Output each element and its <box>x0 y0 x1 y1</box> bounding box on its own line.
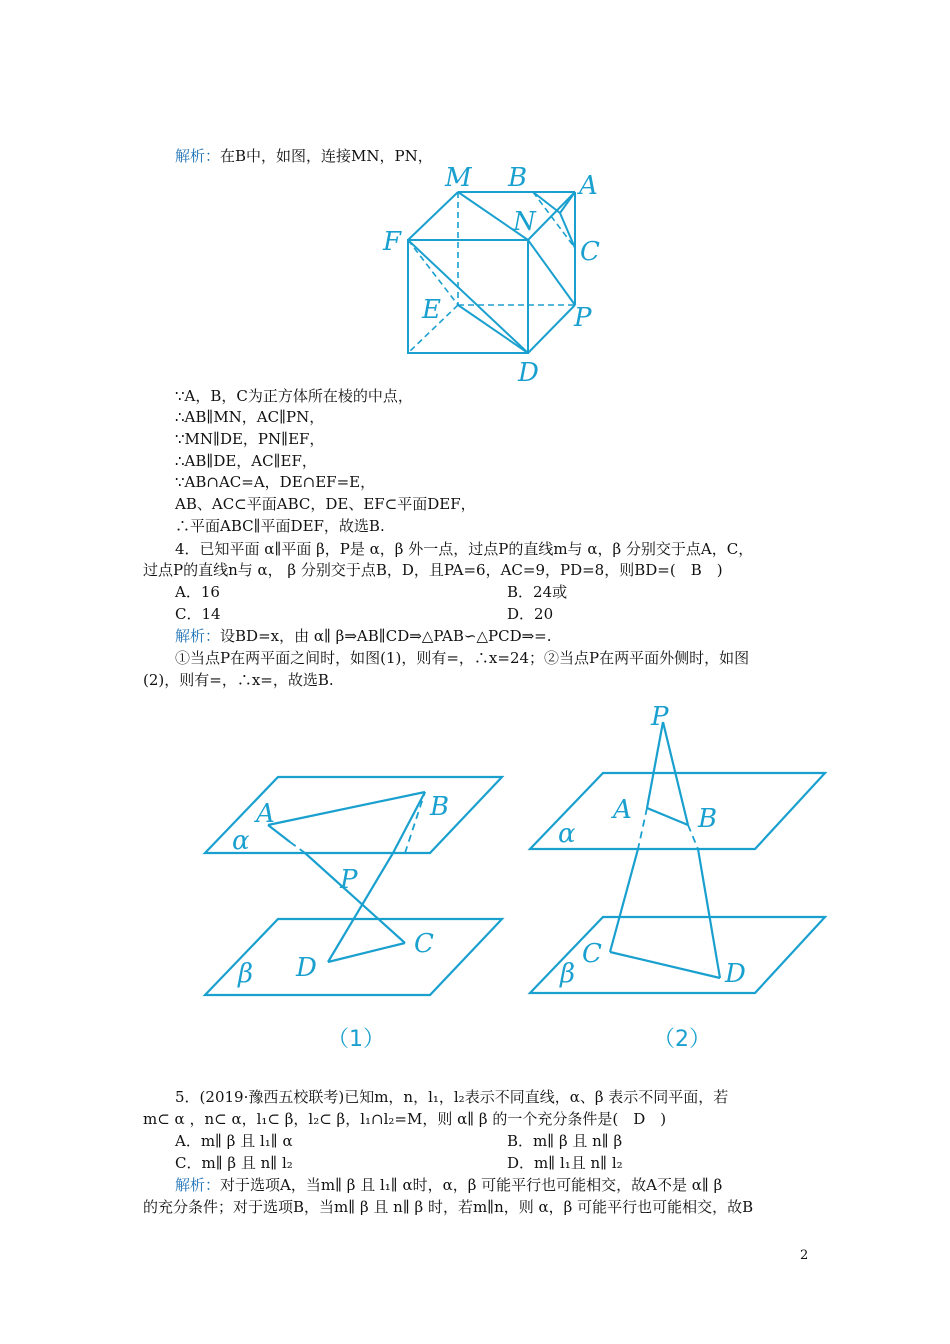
q4-option-c: C．14 <box>175 605 221 623</box>
q5-option-d: D．m∥ l₁且 n∥ l₂ <box>507 1154 623 1172</box>
fig1-label-a: A <box>256 799 275 829</box>
fig1-label-p: P <box>340 865 358 895</box>
solution5-text-1: 对于选项A，当m∥ β 且 l₁∥ α时，α，β 可能平行也可能相交，故A不是 α∥ β <box>220 1176 723 1194</box>
q5-line-2: m⊂ α ，n⊂ α，l₁⊂ β，l₂⊂ β，l₁∩l₂=M，则 α∥ β 的一个充分条件是( D ) <box>143 1110 667 1128</box>
solution4-text-1: 设BD=x，由 α∥ β⇒AB∥CD⇒△PAB∽△PCD⇒=. <box>220 627 552 645</box>
solution5-line-1 <box>175 1175 722 1195</box>
fig2-label-c: C <box>582 939 602 969</box>
cube-label-f: F <box>383 227 402 257</box>
cube-label-c: C <box>580 237 600 267</box>
solution3-line-2: ∴AB∥MN，AC∥PN， <box>175 408 325 426</box>
fig1-label-alpha: α <box>232 826 250 856</box>
q4-option-d: D．20 <box>507 605 554 623</box>
solution-label: 解析： <box>175 627 221 645</box>
fig1-label-d: D <box>296 953 317 983</box>
q4-line-2: 过点P的直线n与 α， β 分别交于点B，D，且PA=6，AC=9，PD=8，则BD=( B ) <box>143 561 723 579</box>
solution3-line-7: ∴平面ABC∥平面DEF，故选B. <box>175 517 385 535</box>
fig2-label-d: D <box>725 959 746 989</box>
solution3-line-3: ∵MN∥DE，PN∥EF， <box>175 430 325 448</box>
cube-label-b: B <box>508 163 528 193</box>
solution4-line-3: (2)，则有=，∴x=，故选B. <box>143 671 334 689</box>
cube-label-p: P <box>574 303 592 333</box>
solution3-line-5: ∵AB∩AC=A，DE∩EF=E， <box>175 473 376 491</box>
q5-option-a: A．m∥ β 且 l₁∥ α <box>175 1132 293 1150</box>
solution-label: 解析： <box>175 1176 221 1194</box>
q5-option-b: B．m∥ β 且 n∥ β <box>507 1132 623 1150</box>
q4-line-1: 4．已知平面 α∥平面 β，P是 α，β 外一点，过点P的直线m与 α，β 分别交于点A，C， <box>175 540 754 558</box>
q4-option-a: A．16 <box>175 583 220 601</box>
solution3-line-6: AB、AC⊂平面ABC，DE、EF⊂平面DEF， <box>175 495 476 513</box>
fig1-label-b: B <box>430 792 450 822</box>
cube-label-d: D <box>518 358 539 388</box>
fig1-label-beta: β <box>238 959 254 989</box>
page-number: 2 <box>800 1248 809 1263</box>
fig1-label-c: C <box>414 929 434 959</box>
solution3-line-4: ∴AB∥DE，AC∥EF， <box>175 452 317 470</box>
fig2-caption: （2） <box>653 1027 711 1052</box>
solution3-intro: 在B中，如图，连接MN，PN， <box>220 147 433 165</box>
solution3-line-1: ∵A，B，C为正方体所在棱的中点， <box>175 387 413 405</box>
fig2-label-b: B <box>698 804 718 834</box>
q4-option-b: B．24或 <box>507 583 568 601</box>
cube-label-m: M <box>445 163 472 193</box>
fig2-label-p: P <box>651 702 669 732</box>
cube-label-a: A <box>579 171 598 201</box>
q5-line-1: 5．(2019·豫西五校联考)已知m，n，l₁，l₂表示不同直线，α、β 表示不同平面，若 <box>175 1088 729 1106</box>
solution5-line-2: 的充分条件；对于选项B，当m∥ β 且 n∥ β 时，若m∥n，则 α，β 可能平行也可能相交，故B <box>143 1198 754 1216</box>
q5-option-c: C．m∥ β 且 n∥ l₂ <box>175 1154 293 1172</box>
solution-label: 解析： <box>175 147 221 165</box>
solution4-line-2: ①当点P在两平面之间时，如图(1)，则有=，∴x=24；②当点P在两平面外侧时，如图 <box>175 649 750 667</box>
fig2-label-a: A <box>613 795 632 825</box>
fig1-caption: （1） <box>327 1027 385 1052</box>
cube-label-e: E <box>422 295 441 325</box>
fig2-label-beta: β <box>560 959 576 989</box>
cube-label-n: N <box>513 207 536 237</box>
fig2-label-alpha: α <box>558 819 576 849</box>
